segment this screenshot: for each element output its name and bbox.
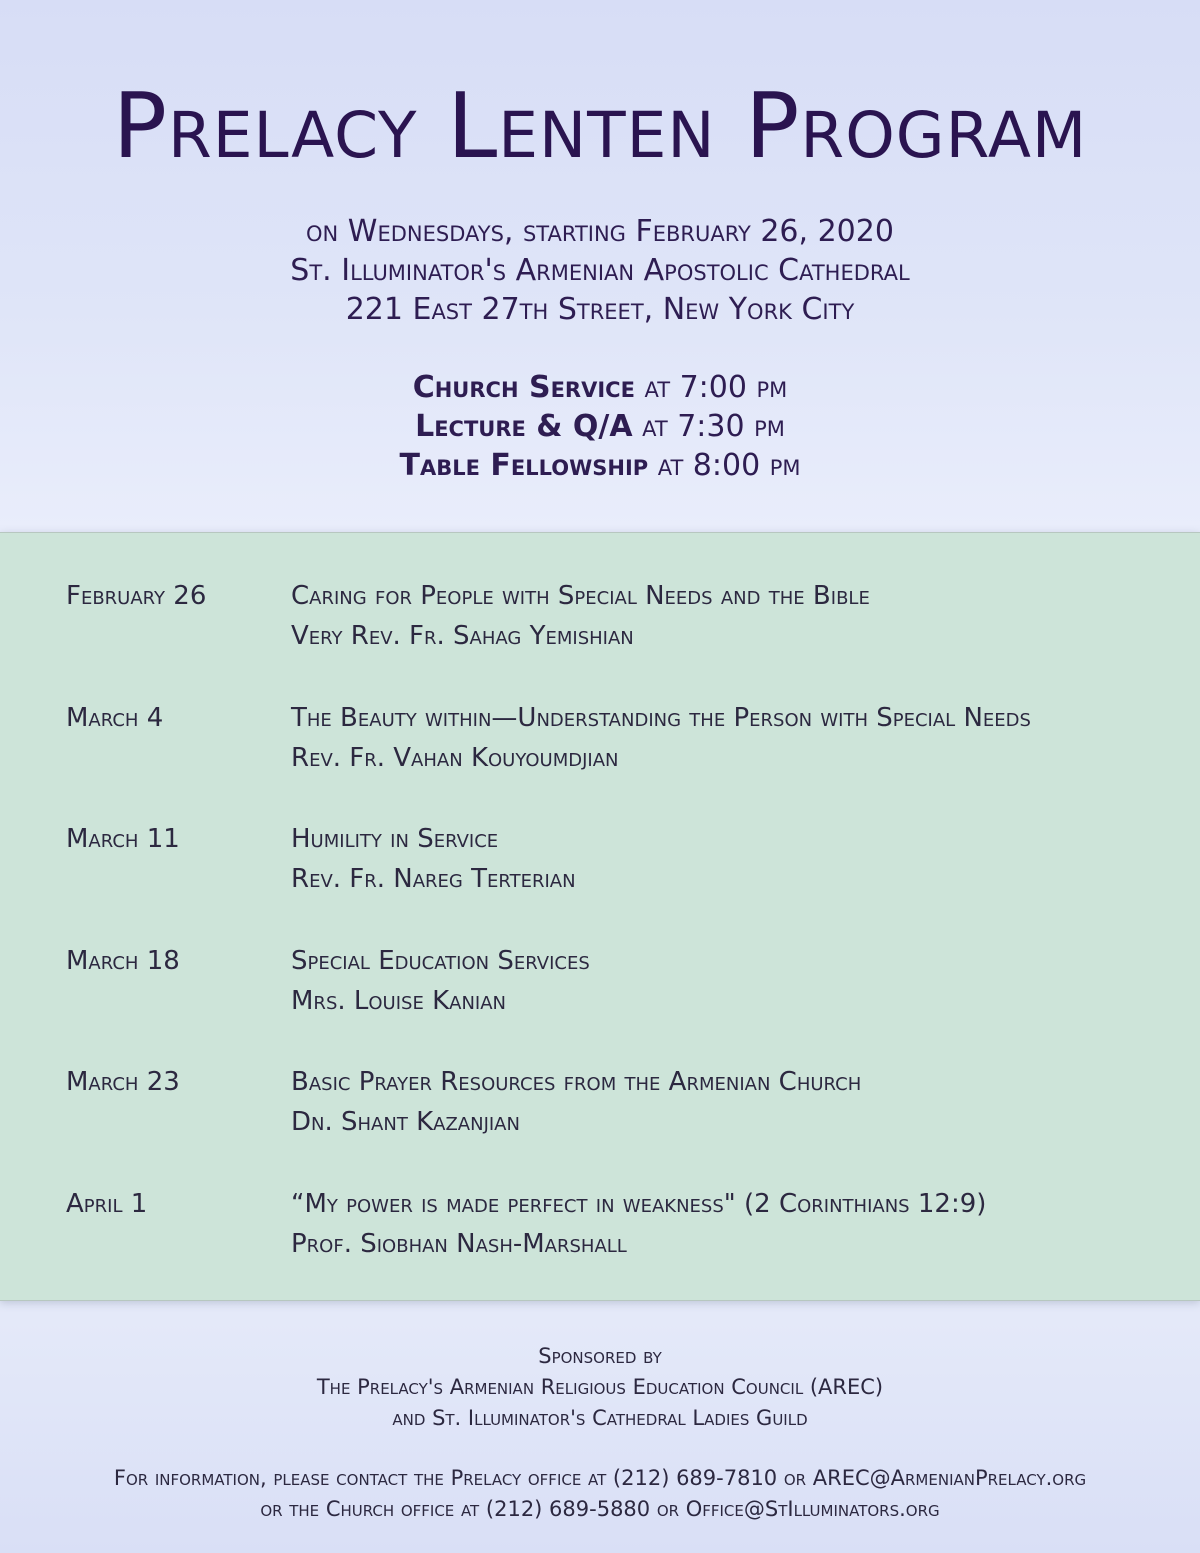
time-value: at 7:30 pm <box>642 409 785 444</box>
time-row <box>0 407 1200 446</box>
entry-speaker: Prof. Siobhan Nash-Marshall <box>291 1229 627 1259</box>
time-value: at 7:00 pm <box>644 370 788 405</box>
entry-topic: The Beauty within—Understanding the Person with Special Needs <box>291 703 1031 733</box>
event-venue: St. Illuminator's Armenian Apostolic Cathedral <box>290 253 910 288</box>
entry-date: April 1 <box>66 1189 148 1219</box>
entry-date: March 18 <box>66 946 180 976</box>
entry-date: March 4 <box>66 703 164 733</box>
sponsor-line: and St. Illuminator's Cathedral Ladies Guild <box>392 1406 808 1430</box>
event-info <box>0 212 1200 329</box>
schedule-entry <box>0 819 1200 909</box>
schedule-entry <box>0 1184 1200 1274</box>
time-label: Lecture & Q/A <box>415 409 633 444</box>
lecture-schedule <box>0 532 1200 1301</box>
entry-topic: Special Education Services <box>291 946 590 976</box>
time-row <box>0 368 1200 407</box>
entry-topic: Basic Prayer Resources from the Armenian Church <box>291 1067 862 1097</box>
schedule-entry <box>0 941 1200 1031</box>
entry-speaker: Dn. Shant Kazanjian <box>291 1107 520 1137</box>
page-title: Prelacy Lenten Program <box>112 74 1088 179</box>
sponsor-heading: Sponsored by <box>538 1344 662 1368</box>
entry-topic: Caring for People with Special Needs and the Bible <box>291 581 870 611</box>
schedule-entry <box>0 576 1200 666</box>
time-schedule <box>0 368 1200 485</box>
entry-speaker: Very Rev. Fr. Sahag Yemishian <box>291 621 634 651</box>
entry-date: February 26 <box>66 581 207 611</box>
sponsor-block <box>0 1341 1200 1434</box>
entry-date: March 23 <box>66 1067 180 1097</box>
contact-line: For information, please contact the Prelacy office at (212) 689-7810 or AREC@ArmenianPrelacy.org <box>113 1466 1087 1490</box>
event-address: 221 East 27th Street, New York City <box>345 292 855 327</box>
schedule-entry <box>0 698 1200 788</box>
entry-speaker: Rev. Fr. Vahan Kouyoumdjian <box>291 743 619 773</box>
event-when: on Wednesdays, starting February 26, 2020 <box>306 214 894 249</box>
header <box>0 0 1200 532</box>
time-label: Church Service <box>412 370 635 405</box>
schedule-entry <box>0 1062 1200 1152</box>
entry-speaker: Rev. Fr. Nareg Terterian <box>291 864 576 894</box>
entry-topic: Humility in Service <box>291 824 499 854</box>
contact-info <box>0 1463 1200 1525</box>
time-label: Table Fellowship <box>399 448 649 483</box>
sponsor-line: The Prelacy's Armenian Religious Education Council (AREC) <box>316 1375 884 1399</box>
entry-topic: “My power is made perfect in weakness" (2 Corinthians 12:9) <box>291 1189 987 1219</box>
time-value: at 8:00 pm <box>657 448 801 483</box>
entry-date: March 11 <box>66 824 180 854</box>
contact-line: or the Church office at (212) 689-5880 or Office@StIlluminators.org <box>260 1497 940 1521</box>
entry-speaker: Mrs. Louise Kanian <box>291 986 507 1016</box>
time-row <box>0 446 1200 485</box>
